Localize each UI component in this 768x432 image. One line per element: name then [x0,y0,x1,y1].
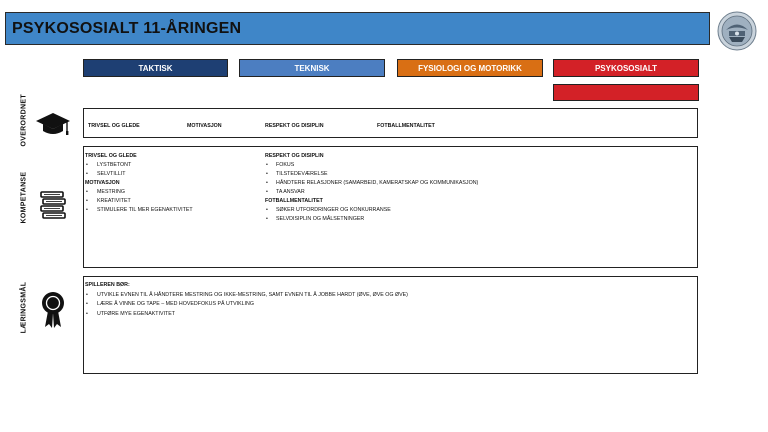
section-label-kompetanse: KOMPETANSE [20,171,28,224]
list-item: • MESTRING [85,188,260,197]
club-logo-icon [717,11,757,51]
overordnet-box [83,108,698,138]
laeringsmal-content [85,281,408,319]
kompetanse-box [83,146,698,268]
list-item: • SELVDISIPLIN OG MÅLSETNINGER [265,215,695,224]
group-heading: TRIVSEL OG GLEDE [85,153,137,159]
list-item: • UTVIKLE EVNEN TIL Å HÅNDTERE MESTRING OG IKKE-MESTRING, SAMT EVNEN TIL Å JOBBE HARDT (ØVE, ØVE OG ØVE) [85,291,408,301]
award-medal-icon [40,291,66,329]
psykososialt-subheader [553,84,699,101]
tab-psykososialt[interactable]: PSYKOSOSIALT [553,59,699,77]
list-item: • LYSTBETONT [85,161,260,170]
graduation-cap-icon [35,110,71,138]
title-bar [5,12,710,45]
list-item: • KREATIVITET [85,197,260,206]
overordnet-item: TRIVSEL OG GLEDE [88,123,140,129]
page-title: PSYKOSOSIALT 11-ÅRINGEN [12,20,242,37]
kompetanse-right-column [265,152,695,224]
group-heading: FOTBALLMENTALITET [265,198,323,204]
laeringsmal-box [83,276,698,374]
kompetanse-left-column [85,152,260,215]
group-heading: RESPEKT OG DISIPLIN [265,153,324,159]
list-item: • STIMULERE TIL MER EGENAKTIVITET [85,206,260,215]
list-item: • SØKER UTFORDRINGER OG KONKURRANSE [265,206,695,215]
section-label-overordnet: OVERORDNET [20,94,28,147]
tab-teknisk[interactable]: TEKNISK [239,59,385,77]
overordnet-item: RESPEKT OG DISIPLIN [265,123,324,129]
group-heading: SPILLEREN BØR: [85,282,130,288]
section-label-laeringsmal: LÆRINGSMÅL [20,281,28,334]
tab-fysiologi-og-motorikk[interactable]: FYSIOLOGI OG MOTORIKK [397,59,543,77]
group-heading: MOTIVASJON [85,180,120,186]
tab-taktisk[interactable]: TAKTISK [83,59,228,77]
list-item: • LÆRE Å VINNE OG TAPE – MED HOVEDFOKUS PÅ UTVIKLING [85,300,408,310]
list-item: • TILSTEDEVÆRELSE [265,170,695,179]
list-item: • SELVTILLIT [85,170,260,179]
books-icon [38,189,68,219]
list-item: • TA ANSVAR [265,188,695,197]
list-item: • HÅNDTERE RELASJONER (SAMARBEID, KAMERATSKAP OG KOMMUNIKASJON) [265,179,695,188]
overordnet-item: FOTBALLMENTALITET [377,123,435,129]
overordnet-item: MOTIVASJON [187,123,222,129]
list-item: • UTFØRE MYE EGENAKTIVITET [85,310,408,320]
list-item: • FOKUS [265,161,695,170]
